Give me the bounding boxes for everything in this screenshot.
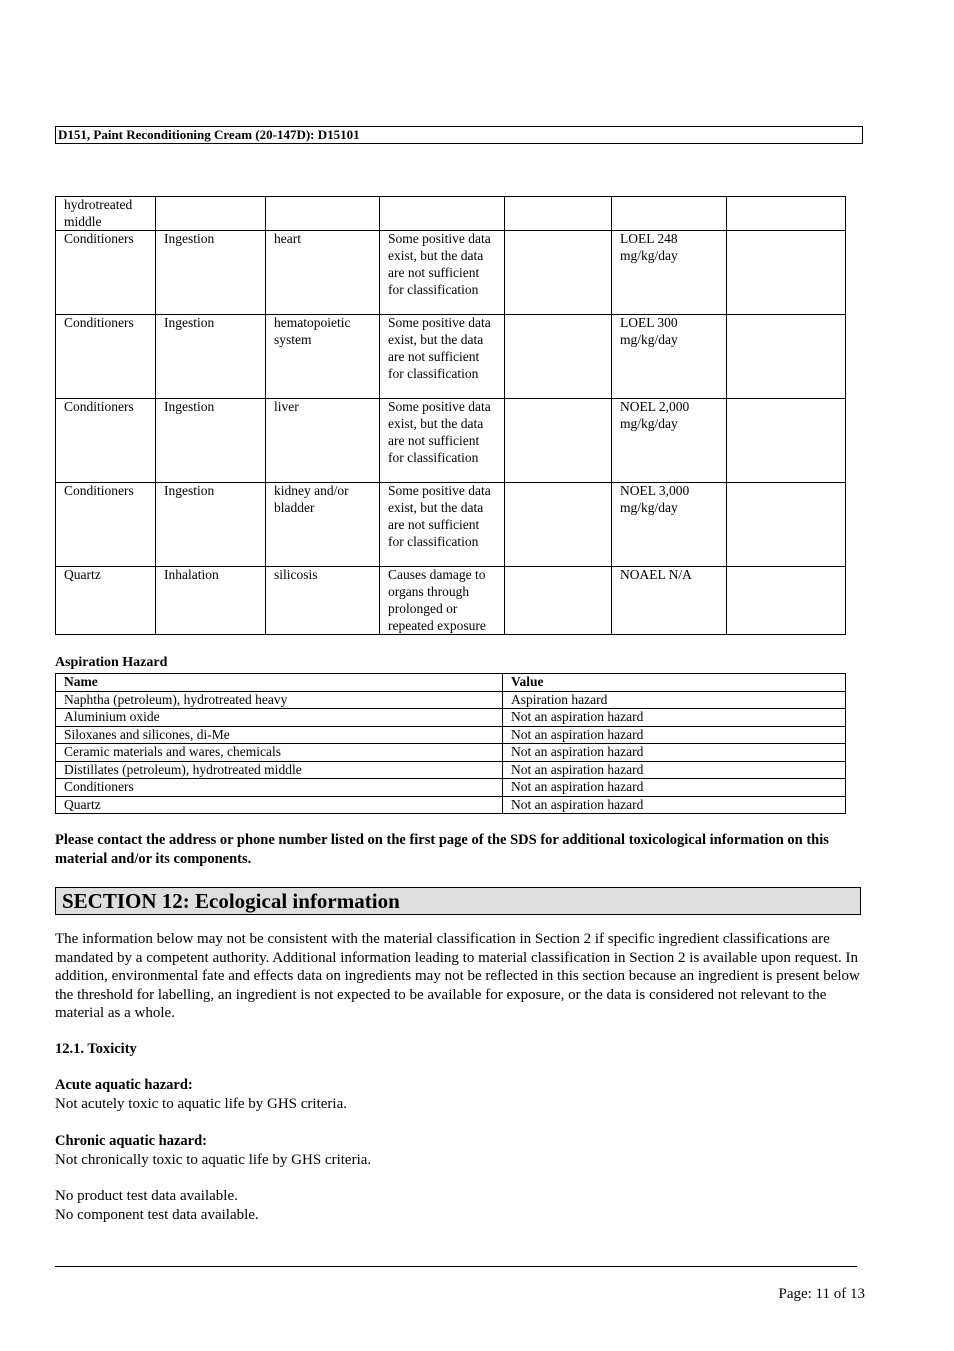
table-row [56,744,846,762]
table-cell: Causes damage to organs through prolonged or repeated exposure [380,567,505,635]
table-cell: Siloxanes and silicones, di-Me [56,726,503,744]
table-row [56,779,846,797]
table-cell: Conditioners [56,779,503,797]
table-cell: Not an aspiration hazard [503,779,846,797]
acute-hazard-label: Acute aquatic hazard: [55,1077,193,1093]
table-cell [727,483,846,567]
table-cell [505,567,612,635]
chronic-hazard-label: Chronic aquatic hazard: [55,1133,207,1149]
toxicity-subtitle: 12.1. Toxicity [55,1041,137,1057]
table-cell [505,483,612,567]
contact-note: Please contact the address or phone number listed on the first page of the SDS for additional toxicological information on this material and/or its components. [55,832,829,867]
table-cell [727,399,846,483]
table-cell: Ingestion [156,315,266,399]
acute-hazard-text: Not acutely toxic to aquatic life by GHS criteria. [55,1096,347,1112]
table-header-row [56,674,846,692]
table-cell: Some positive data exist, but the data are not sufficient for classification [380,399,505,483]
table-cell [727,567,846,635]
table-cell: Conditioners [56,315,156,399]
table-cell: Conditioners [56,483,156,567]
table-row [56,197,846,231]
table-row [56,231,846,315]
column-header: Name [56,674,503,692]
column-header: Value [503,674,846,692]
table-cell [612,197,727,231]
section-12-title: SECTION 12: Ecological information [55,887,861,915]
table-cell: Not an aspiration hazard [503,796,846,814]
table-cell [727,197,846,231]
section-12-intro: The information below may not be consistent with the material classification in Section 2 if specific ingredient classifications are mandated by a competent authority. Additional information leading to material classification in Section 2 is available upon request. In addition, environmental fate and effects data on ingredients may not be reflected in this section because an ingredient is present below the threshold for labelling, an ingredient is not expected to be available for exposure, or the data is considered not relevant to the material as a whole. [55,931,860,1022]
target-organ-toxicity-table [55,196,846,635]
table-cell: Distillates (petroleum), hydrotreated middle [56,761,503,779]
table-cell [505,399,612,483]
table-row [56,796,846,814]
table-cell: liver [266,399,380,483]
table-cell [380,197,505,231]
table-cell: Ingestion [156,231,266,315]
table-cell: NOEL 3,000 mg/kg/day [612,483,727,567]
table-cell [505,197,612,231]
table-row [56,709,846,727]
table-cell: NOAEL N/A [612,567,727,635]
table-cell: Quartz [56,796,503,814]
table-row [56,691,846,709]
table-cell: LOEL 248 mg/kg/day [612,231,727,315]
table-cell: Aluminium oxide [56,709,503,727]
table-cell: Inhalation [156,567,266,635]
table-cell: silicosis [266,567,380,635]
chronic-hazard-text: Not chronically toxic to aquatic life by GHS criteria. [55,1152,372,1168]
table-cell: hematopoietic system [266,315,380,399]
aspiration-hazard-title: Aspiration Hazard [55,655,168,670]
table-cell: Not an aspiration hazard [503,761,846,779]
table-row [56,726,846,744]
table-cell: NOEL 2,000 mg/kg/day [612,399,727,483]
table-cell: hydrotreated middle [56,197,156,231]
table-cell [505,315,612,399]
table-cell: Naphtha (petroleum), hydrotreated heavy [56,691,503,709]
table-cell [156,197,266,231]
table-cell [266,197,380,231]
table-cell [505,231,612,315]
no-product-data: No product test data available. [55,1188,238,1204]
footer-divider [55,1266,857,1267]
table-cell [727,231,846,315]
table-row [56,761,846,779]
table-cell: Aspiration hazard [503,691,846,709]
table-cell: Not an aspiration hazard [503,744,846,762]
table-row [56,483,846,567]
table-cell [727,315,846,399]
table-cell: kidney and/or bladder [266,483,380,567]
table-cell: Some positive data exist, but the data are not sufficient for classification [380,231,505,315]
table-row [56,399,846,483]
table-row [56,567,846,635]
aspiration-hazard-table [55,673,846,814]
table-cell: Not an aspiration hazard [503,709,846,727]
table-row [56,315,846,399]
table-cell: Ingestion [156,483,266,567]
page-number: Page: 11 of 13 [778,1286,865,1302]
table-cell: Quartz [56,567,156,635]
table-cell: Conditioners [56,399,156,483]
table-cell: Conditioners [56,231,156,315]
table-cell: Ceramic materials and wares, chemicals [56,744,503,762]
table-cell: Not an aspiration hazard [503,726,846,744]
document-header: D151, Paint Reconditioning Cream (20-147D): D15101 [55,126,863,144]
table-cell: LOEL 300 mg/kg/day [612,315,727,399]
table-cell: heart [266,231,380,315]
table-cell: Ingestion [156,399,266,483]
no-component-data: No component test data available. [55,1207,259,1223]
table-cell: Some positive data exist, but the data are not sufficient for classification [380,483,505,567]
table-cell: Some positive data exist, but the data are not sufficient for classification [380,315,505,399]
